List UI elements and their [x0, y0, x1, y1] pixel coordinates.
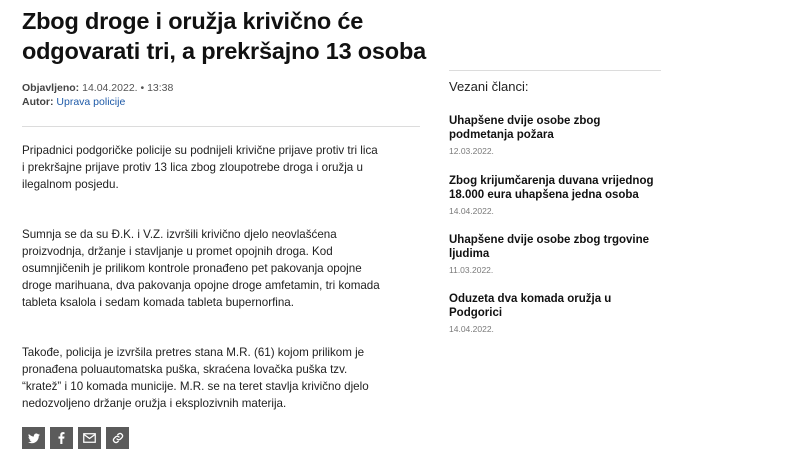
author-link[interactable]: Uprava policije — [56, 96, 126, 108]
article-title: Zbog droge i oružja krivično će odgovarati tri, a prekršajno 13 osoba — [22, 8, 426, 64]
email-icon — [83, 433, 96, 443]
copy-link-button[interactable] — [106, 427, 129, 449]
author-label: Autor: — [22, 96, 54, 108]
share-facebook-button[interactable] — [50, 427, 73, 449]
published-value: 14.04.2022. • 13:38 — [82, 82, 174, 94]
share-twitter-button[interactable] — [22, 427, 45, 449]
share-bar — [22, 427, 129, 449]
related-date: 14.04.2022. — [449, 324, 494, 334]
related-link[interactable]: Uhapšene dvije osobe zbog trgovine ljudima — [449, 234, 650, 260]
article-paragraph: Sumnja se da su Đ.K. i V.Z. izvršili krivično djelo neovlašćena proizvodnja, držanje i stavljanje u promet opojnih droga. Kod osumnjičenih je prilikom kontrole pronađeno pet pakovanja opojne droge marihuana, dva pakovanja opojne droge amfetamin, tri komada tableta ksalola i sedam komada tableta bupernorfina. — [22, 228, 380, 309]
article-body — [22, 142, 382, 445]
share-email-button[interactable] — [78, 427, 101, 449]
related-divider — [449, 70, 661, 71]
article-paragraph: Takođe, policija je izvršila pretres stana M.R. (61) kojom prilikom je pronađena poluautomatska puška, skraćena lovačka puška tzv. “kratež” i 10 komada municije. M.R. se na teret stavlja krivično djelo nedozvoljeno držanje oružja i eksplozivnih materija. — [22, 346, 369, 410]
meta-divider — [22, 126, 420, 127]
related-item — [449, 292, 664, 334]
published-line — [22, 81, 173, 95]
article-paragraph: Pripadnici podgoričke policije su podnijeli krivične prijave protiv tri lica i prekršajne prijave protiv 13 lica zbog zloupotrebe droga i oružja u ilegalnom posjedu. — [22, 144, 378, 191]
related-item — [449, 114, 664, 156]
related-link[interactable]: Oduzeta dva komada oružja u Podgorici — [449, 293, 612, 319]
related-link[interactable]: Uhapšene dvije osobe zbog podmetanja požara — [449, 115, 601, 141]
author-line — [22, 95, 173, 109]
facebook-icon — [58, 432, 65, 444]
related-heading: Vezani članci: — [449, 79, 529, 94]
article-meta — [22, 81, 173, 109]
related-date: 11.03.2022. — [449, 265, 494, 275]
related-item — [449, 174, 664, 216]
twitter-icon — [28, 433, 40, 444]
related-list — [449, 114, 664, 334]
link-icon — [112, 432, 124, 444]
related-link[interactable]: Zbog krijumčarenja duvana vrijednog 18.000 eura uhapšena jedna osoba — [449, 175, 654, 201]
related-date: 12.03.2022. — [449, 146, 494, 156]
related-date: 14.04.2022. — [449, 206, 494, 216]
related-item — [449, 233, 664, 275]
published-label: Objavljeno: — [22, 82, 80, 94]
